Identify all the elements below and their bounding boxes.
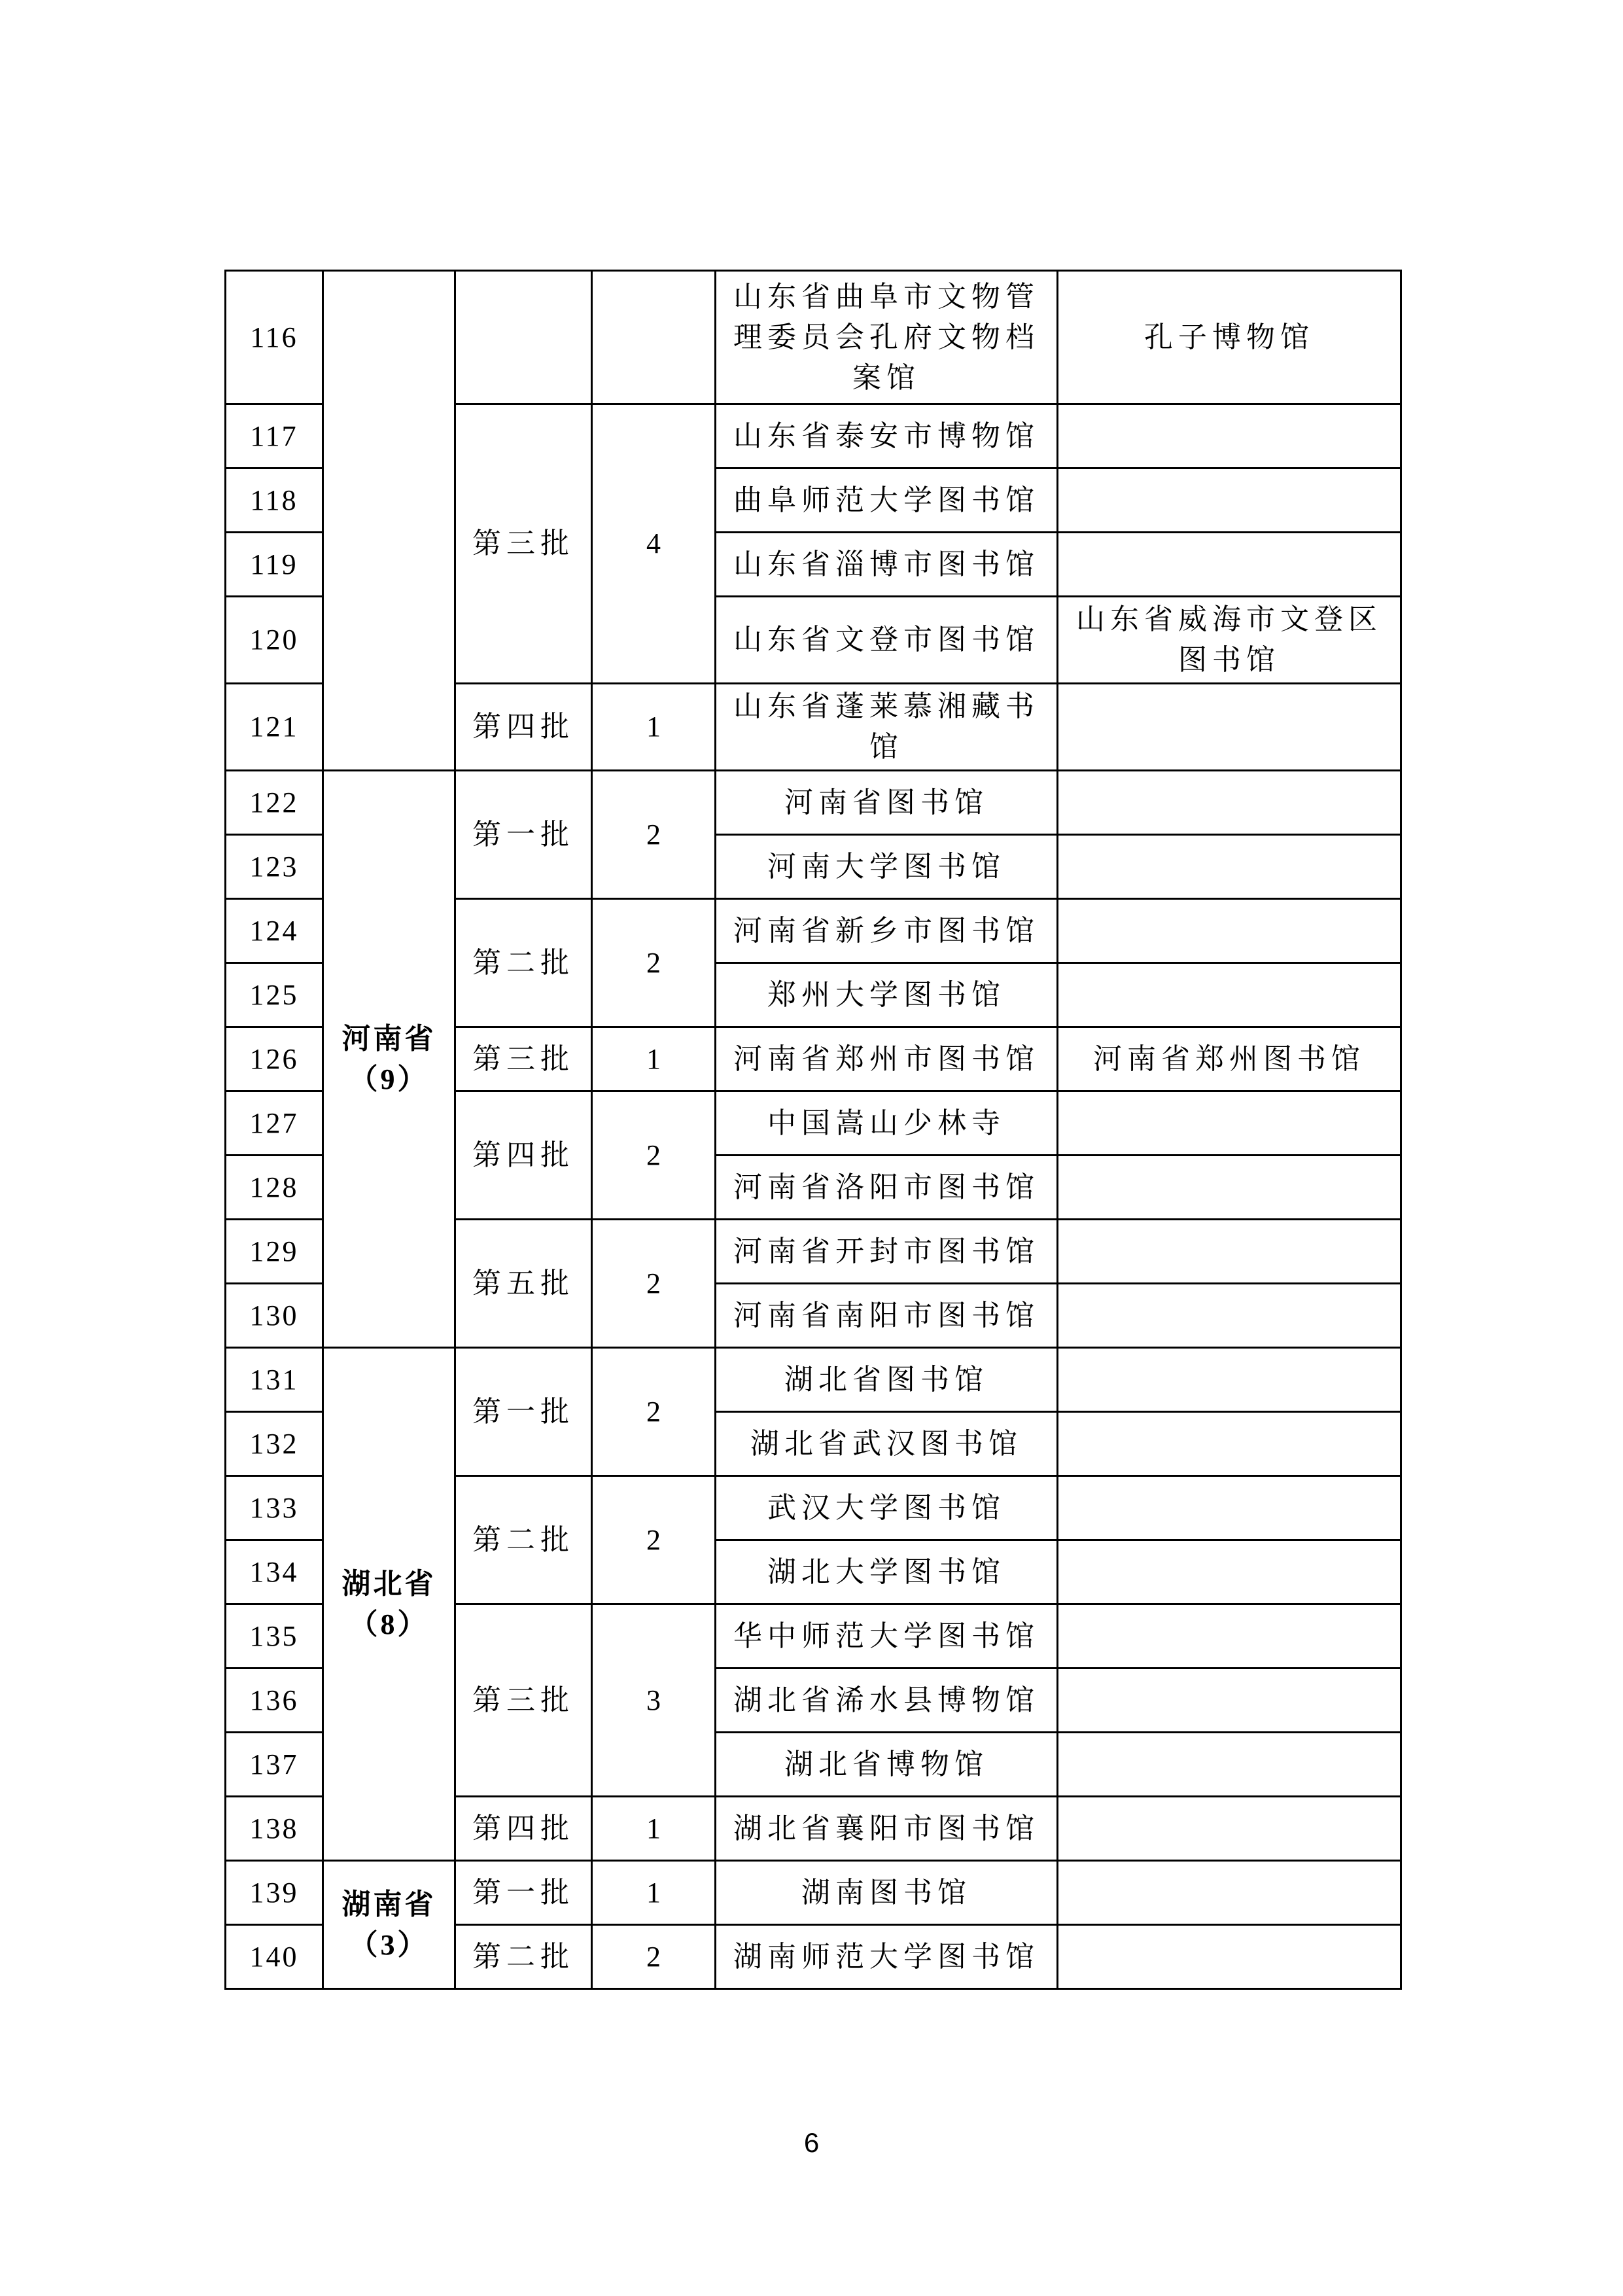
batch-cell: 第一批 (455, 771, 592, 899)
count-cell: 1 (592, 684, 716, 771)
remark-cell: 孔子博物馆 (1058, 271, 1401, 404)
batch-cell: 第三批 (455, 1604, 592, 1797)
remark-cell (1058, 1284, 1401, 1348)
count-cell: 2 (592, 1476, 716, 1604)
province-name: 河南省 (341, 1022, 436, 1055)
count-cell: 4 (592, 404, 716, 684)
remark-cell (1058, 1925, 1401, 1989)
unit-name-cell: 湖南师范大学图书馆 (716, 1925, 1058, 1989)
unit-name-cell: 中国嵩山少林寺 (716, 1091, 1058, 1156)
row-number-cell: 129 (226, 1220, 323, 1284)
remark-cell: 河南省郑州图书馆 (1058, 1027, 1401, 1091)
table-row (226, 771, 1401, 835)
unit-name-cell: 河南省洛阳市图书馆 (716, 1156, 1058, 1220)
batch-cell: 第四批 (455, 1797, 592, 1861)
row-number-cell: 132 (226, 1412, 323, 1476)
remark-cell (1058, 1861, 1401, 1925)
batch-cell: 第三批 (455, 404, 592, 684)
remark-cell (1058, 1540, 1401, 1604)
unit-name-cell: 湖北大学图书馆 (716, 1540, 1058, 1604)
row-number-cell: 119 (226, 533, 323, 597)
remark-cell (1058, 1412, 1401, 1476)
remark-cell (1058, 771, 1401, 835)
table-row (226, 1861, 1401, 1925)
row-number-cell: 137 (226, 1733, 323, 1797)
count-cell: 2 (592, 1091, 716, 1220)
remark-cell (1058, 1156, 1401, 1220)
remark-cell (1058, 1733, 1401, 1797)
count-cell: 3 (592, 1604, 716, 1797)
count-cell: 2 (592, 771, 716, 899)
remark-cell (1058, 684, 1401, 771)
unit-name-cell: 湖北省图书馆 (716, 1348, 1058, 1412)
batch-cell (455, 271, 592, 404)
unit-name-cell: 山东省泰安市博物馆 (716, 404, 1058, 468)
remark-cell (1058, 533, 1401, 597)
row-number-cell: 121 (226, 684, 323, 771)
row-number-cell: 126 (226, 1027, 323, 1091)
batch-cell: 第一批 (455, 1348, 592, 1476)
unit-name-cell: 河南省开封市图书馆 (716, 1220, 1058, 1284)
count-cell: 2 (592, 1348, 716, 1476)
unit-name-cell: 河南大学图书馆 (716, 835, 1058, 899)
unit-name-cell: 曲阜师范大学图书馆 (716, 468, 1058, 533)
remark-cell (1058, 835, 1401, 899)
province-cell-hunan (323, 1861, 455, 1989)
unit-name-cell: 湖北省博物馆 (716, 1733, 1058, 1797)
count-cell: 1 (592, 1797, 716, 1861)
row-number-cell: 135 (226, 1604, 323, 1669)
row-number-cell: 127 (226, 1091, 323, 1156)
unit-name-cell: 河南省南阳市图书馆 (716, 1284, 1058, 1348)
province-cell-henan (323, 771, 455, 1348)
unit-name-cell: 山东省文登市图书馆 (716, 597, 1058, 684)
batch-cell: 第四批 (455, 684, 592, 771)
remark-cell (1058, 1476, 1401, 1540)
row-number-cell: 133 (226, 1476, 323, 1540)
count-cell: 1 (592, 1861, 716, 1925)
batch-cell: 第二批 (455, 1476, 592, 1604)
batch-cell: 第二批 (455, 899, 592, 1027)
unit-name-cell: 河南省郑州市图书馆 (716, 1027, 1058, 1091)
province-count: （8） (349, 1608, 429, 1640)
count-cell: 2 (592, 899, 716, 1027)
row-number-cell: 116 (226, 271, 323, 404)
table-row (226, 271, 1401, 404)
page-number: 6 (803, 2127, 820, 2158)
unit-name-cell: 山东省曲阜市文物管理委员会孔府文物档案馆 (716, 271, 1058, 404)
remark-cell (1058, 899, 1401, 963)
row-number-cell: 117 (226, 404, 323, 468)
unit-name-cell: 郑州大学图书馆 (716, 963, 1058, 1027)
remark-cell: 山东省威海市文登区图书馆 (1058, 597, 1401, 684)
province-name: 湖南省 (341, 1888, 436, 1920)
row-number-cell: 134 (226, 1540, 323, 1604)
province-count: （9） (349, 1063, 429, 1095)
batch-cell: 第二批 (455, 1925, 592, 1989)
count-cell (592, 271, 716, 404)
remark-cell (1058, 1091, 1401, 1156)
row-number-cell: 138 (226, 1797, 323, 1861)
unit-name-cell: 河南省图书馆 (716, 771, 1058, 835)
batch-cell: 第三批 (455, 1027, 592, 1091)
unit-name-cell: 武汉大学图书馆 (716, 1476, 1058, 1540)
row-number-cell: 118 (226, 468, 323, 533)
remark-cell (1058, 963, 1401, 1027)
row-number-cell: 140 (226, 1925, 323, 1989)
table-row (226, 1348, 1401, 1412)
remark-cell (1058, 404, 1401, 468)
remark-cell (1058, 1797, 1401, 1861)
batch-cell: 第一批 (455, 1861, 592, 1925)
preservation-units-table (224, 270, 1402, 1990)
count-cell: 2 (592, 1220, 716, 1348)
row-number-cell: 123 (226, 835, 323, 899)
remark-cell (1058, 468, 1401, 533)
unit-name-cell: 山东省蓬莱慕湘藏书馆 (716, 684, 1058, 771)
remark-cell (1058, 1604, 1401, 1669)
province-name: 湖北省 (341, 1567, 436, 1600)
province-count: （3） (349, 1928, 429, 1961)
unit-name-cell: 湖北省浠水县博物馆 (716, 1669, 1058, 1733)
unit-name-cell: 湖北省襄阳市图书馆 (716, 1797, 1058, 1861)
row-number-cell: 136 (226, 1669, 323, 1733)
unit-name-cell: 河南省新乡市图书馆 (716, 899, 1058, 963)
batch-cell: 第五批 (455, 1220, 592, 1348)
count-cell: 2 (592, 1925, 716, 1989)
row-number-cell: 130 (226, 1284, 323, 1348)
unit-name-cell: 华中师范大学图书馆 (716, 1604, 1058, 1669)
unit-name-cell: 湖南图书馆 (716, 1861, 1058, 1925)
province-cell-hubei (323, 1348, 455, 1861)
remark-cell (1058, 1220, 1401, 1284)
row-number-cell: 139 (226, 1861, 323, 1925)
remark-cell (1058, 1348, 1401, 1412)
row-number-cell: 124 (226, 899, 323, 963)
unit-name-cell: 山东省淄博市图书馆 (716, 533, 1058, 597)
row-number-cell: 125 (226, 963, 323, 1027)
unit-name-cell: 湖北省武汉图书馆 (716, 1412, 1058, 1476)
province-cell-continuation (323, 271, 455, 771)
remark-cell (1058, 1669, 1401, 1733)
row-number-cell: 128 (226, 1156, 323, 1220)
row-number-cell: 131 (226, 1348, 323, 1412)
batch-cell: 第四批 (455, 1091, 592, 1220)
row-number-cell: 120 (226, 597, 323, 684)
row-number-cell: 122 (226, 771, 323, 835)
count-cell: 1 (592, 1027, 716, 1091)
